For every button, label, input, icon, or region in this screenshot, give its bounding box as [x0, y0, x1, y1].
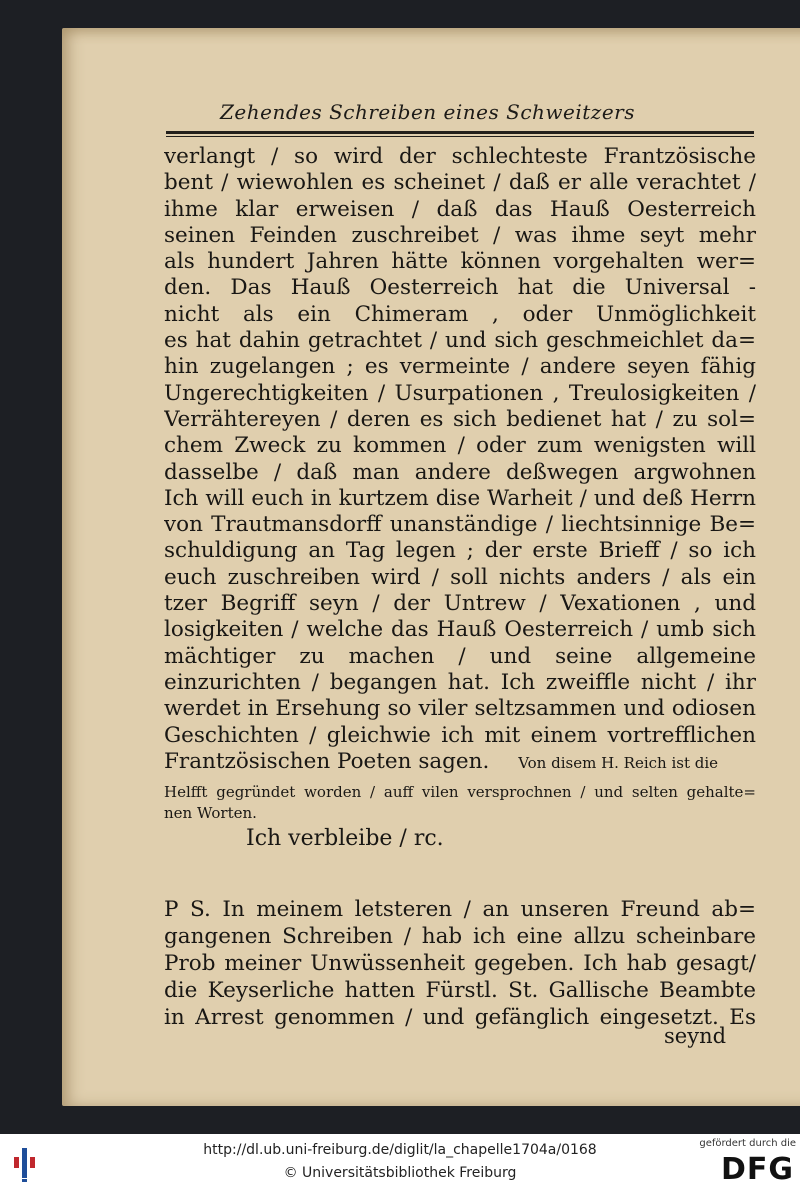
ps-line: Prob meiner Unwüssenheit gegeben. Ich hab gesagt/: [164, 951, 756, 976]
footnote: [164, 782, 756, 824]
text-line: von Trautmansdorff unanständige / liechtsinnige Be=: [164, 512, 756, 538]
text-line: chem Zweck zu kommen / oder zum wenigsten will: [164, 433, 756, 459]
dfg-sponsor[interactable]: [699, 1138, 796, 1188]
text-line: dasselbe / daß man andere deßwegen argwohnen: [164, 459, 756, 485]
running-head: Zehendes Schreiben eines Schweitzers: [220, 100, 635, 124]
text-line: als hundert Jahren hätte können vorgehalten wer=: [164, 249, 756, 275]
text-line: den. Das Hauß Oesterreich hat die Universal -: [164, 275, 756, 301]
text-line: mächtiger zu machen / und seine allgemeine: [164, 643, 756, 669]
text-line: bent / wiewohlen es scheinet / daß er alle verachtet /: [164, 170, 756, 196]
dfg-logo-icon: DFG: [720, 1152, 794, 1187]
header-rule-thin: [166, 136, 754, 137]
closing-line: Ich verbleibe / rc.: [246, 826, 444, 851]
catchword: seynd: [664, 1024, 727, 1048]
header-rule: [166, 131, 754, 134]
text-line: schuldigung an Tag legen ; der erste Brieff / so ich: [164, 538, 756, 564]
note-line: nen Worten.: [164, 804, 257, 822]
copyright-notice: © Universitätsbibliothek Freiburg: [283, 1165, 517, 1181]
text-line-with-note: [164, 749, 756, 775]
text-line: tzer Begriff seyn / der Untrew / Vexationen , und: [164, 591, 756, 617]
text-line: werdet in Ersehung so viler seltzsammen und odiosen: [164, 696, 756, 722]
text-line: seinen Feinden zuschreibet / was ihme seyt mehr: [164, 222, 756, 248]
ps-line: in Arrest genommen / und gefänglich eingesetzt. Es: [164, 1005, 756, 1030]
text-line: es hat dahin getrachtet / und sich geschmeichlet da=: [164, 328, 756, 354]
text-line: Verrähtereyen / deren es sich bedienet hat / zu sol=: [164, 406, 756, 432]
text-line: nicht als ein Chimeram , oder Unmöglichkeit: [164, 301, 756, 327]
ps-line: gangenen Schreiben / hab ich eine allzu scheinbare: [164, 924, 756, 949]
text-line: Geschichten / gleichwie ich mit einem vortrefflichen: [164, 722, 756, 748]
note-line: Helfft gegründet worden / auff vilen versprochnen / und selten gehalte=: [164, 783, 756, 801]
ps-line: P S. In meinem letsteren / an unseren Freund ab=: [164, 897, 756, 922]
permalink-url[interactable]: http://dl.ub.uni-freiburg.de/diglit/la_chapelle1704a/0168: [203, 1142, 597, 1158]
body-text: [164, 144, 756, 775]
ps-line: die Keyserliche hatten Fürstl. St. Gallische Beambte: [164, 978, 756, 1003]
text-segment: Frantzösischen Poeten sagen.: [164, 748, 490, 774]
text-line: Ungerechtigkeiten / Usurpationen , Treulosigkeiten /: [164, 380, 756, 406]
text-line: euch zuschreiben wird / soll nichts anders / als ein: [164, 564, 756, 590]
text-line: losigkeiten / welche das Hauß Oesterreich / umb sich: [164, 617, 756, 643]
text-line: Ich will euch in kurtzem dise Warheit / und deß Herrn: [164, 485, 756, 511]
text-line: verlangt / so wird der schlechteste Frantzösische: [164, 144, 756, 169]
text-line: hin zugelangen ; es vermeinte / andere seyen fähig: [164, 354, 756, 380]
text-line: einzurichten / begangen hat. Ich zweiffle nicht / ihr: [164, 669, 756, 695]
footer-bar: [0, 1134, 800, 1191]
text-line: ihme klar erweisen / daß das Hauß Oesterreich: [164, 196, 756, 222]
postscript: [164, 896, 756, 1031]
dfg-caption: gefördert durch die: [699, 1138, 796, 1149]
note-inline: Von disem H. Reich ist die: [518, 753, 719, 772]
